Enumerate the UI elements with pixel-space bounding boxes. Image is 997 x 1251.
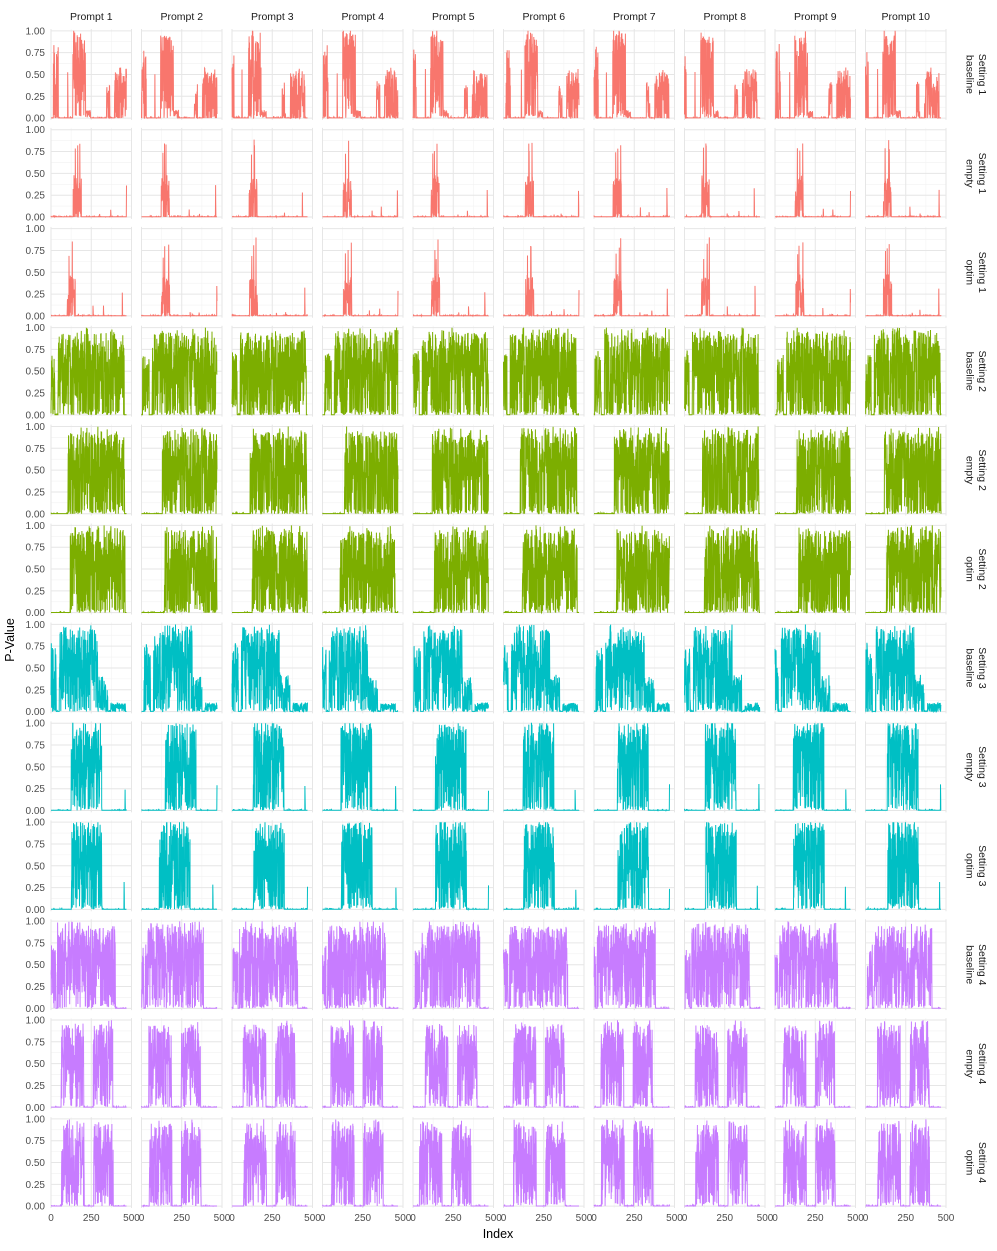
y-tick-label: 1.00 (25, 817, 45, 829)
panel-r3-c5 (413, 227, 494, 318)
panel-r11-c4 (323, 1018, 404, 1109)
y-tick-label: 0.50 (25, 762, 45, 774)
panel-r5-c7 (594, 425, 675, 516)
panel-r1-c5 (413, 29, 494, 120)
x-tick-label: 0 (772, 1213, 778, 1224)
y-tick-label: 1.00 (25, 421, 45, 433)
x-tick-label: 250 (263, 1213, 281, 1224)
panel-r12-c8 (685, 1117, 766, 1208)
x-tick-label: 250 (82, 1213, 100, 1224)
y-tick-label: 0.00 (25, 113, 45, 125)
panel-r7-c2 (142, 623, 223, 714)
panel-r3-c7 (594, 227, 675, 318)
x-tick-label: 500 (666, 1213, 683, 1224)
panel-r4-c3 (232, 326, 313, 417)
panel-r12-c4 (323, 1117, 404, 1208)
panel-r4-c10 (866, 326, 947, 417)
y-tick-label: 0.50 (25, 465, 45, 477)
y-tick-label: 0.00 (25, 311, 45, 323)
panel-r6-c2 (142, 524, 223, 615)
x-tick-label: 0 (681, 1213, 688, 1224)
panel-r8-c7 (594, 721, 675, 812)
y-tick-label: 1.00 (25, 224, 45, 236)
column-strip-label: Prompt 2 (160, 11, 204, 23)
panel-r8-c8 (685, 721, 766, 812)
y-tick-label: 1.00 (25, 323, 45, 335)
y-tick-label: 0.75 (25, 147, 45, 159)
series-line (594, 328, 670, 415)
y-tick-label: 0.50 (25, 69, 45, 81)
panel-r10-c9 (775, 919, 856, 1010)
y-tick-label: 1.00 (25, 1015, 45, 1027)
column-strip-label: Prompt 8 (703, 11, 747, 23)
row-strip-label: Setting 3baseline (963, 647, 989, 689)
panel-r9-c2 (142, 820, 223, 911)
y-tick-label: 0.25 (25, 586, 45, 598)
y-tick-label: 0.25 (25, 487, 45, 499)
row-strip-label: Setting 2empty (963, 449, 989, 491)
panel-r2-c3 (232, 128, 313, 219)
panel-r2-c5 (413, 128, 494, 219)
panel-r12-c1 (51, 1117, 132, 1208)
x-tick-label: 500 (847, 1213, 864, 1224)
x-tick-label: 500 (485, 1213, 502, 1224)
row-strip-label: Setting 4empty (963, 1042, 989, 1085)
panel-r11-c5 (413, 1018, 494, 1109)
y-tick-label: 0.00 (25, 212, 45, 224)
column-strip-label: Prompt 1 (69, 11, 113, 23)
y-tick-label: 0.75 (25, 839, 45, 851)
panel-r12-c7 (594, 1117, 675, 1208)
panel-r2-c7 (594, 128, 675, 219)
panel-r3-c4 (323, 227, 404, 318)
y-tick-label: 0.75 (25, 641, 45, 653)
panel-r12-c10 (866, 1117, 947, 1208)
y-tick-label: 0.25 (25, 883, 45, 895)
panel-r4-c4 (323, 326, 404, 417)
panel-r10-c3 (232, 919, 313, 1010)
panel-r11-c3 (232, 1018, 313, 1109)
y-tick-label: 0.25 (25, 1080, 45, 1092)
panel-r10-c10 (866, 919, 947, 1010)
y-tick-label: 0.75 (25, 542, 45, 554)
y-tick-label: 1.00 (25, 1114, 45, 1126)
panel-r6-c4 (323, 524, 404, 615)
x-tick-label: 250 (173, 1213, 191, 1224)
column-strip-label: Prompt 3 (250, 11, 294, 23)
y-tick-label: 0.00 (25, 707, 45, 719)
x-tick-label: 250 (716, 1213, 734, 1224)
panel-r5-c1 (51, 425, 132, 516)
x-tick-label: 500 (123, 1213, 140, 1224)
panel-r7-c10 (866, 623, 947, 714)
panel-r8-c6 (504, 721, 585, 812)
column-strip-label: Prompt 4 (341, 11, 385, 23)
panel-r8-c10 (866, 721, 947, 812)
panel-r1-c1 (51, 29, 132, 120)
y-tick-label: 0.75 (25, 740, 45, 752)
panel-r6-c3 (232, 524, 313, 615)
panel-r5-c5 (413, 425, 494, 516)
panel-r8-c3 (232, 721, 313, 812)
panel-r3-c6 (504, 227, 585, 318)
panel-r9-c7 (594, 820, 675, 911)
y-tick-label: 0.25 (25, 91, 45, 103)
x-tick-label: 0 (500, 1213, 507, 1224)
y-tick-label: 0.50 (25, 267, 45, 279)
panel-r11-c10 (866, 1018, 947, 1109)
row-strip-label: Setting 4baseline (963, 943, 989, 986)
panel-r9-c9 (775, 820, 856, 911)
x-tick-label: 250 (444, 1213, 462, 1224)
panel-r7-c8 (685, 623, 766, 714)
row-strip-label: Setting 1optim (963, 251, 989, 294)
panel-r6-c10 (866, 524, 947, 615)
row-strip-label: Setting 2optim (963, 548, 989, 590)
panel-r3-c2 (142, 227, 223, 318)
panel-r7-c4 (323, 623, 404, 714)
panel-r1-c7 (594, 29, 675, 120)
x-tick-label: 250 (625, 1213, 643, 1224)
panel-r12-c9 (775, 1117, 856, 1208)
x-tick-label: 0 (410, 1213, 416, 1224)
y-tick-label: 0.50 (25, 168, 45, 180)
y-tick-label: 0.00 (25, 1003, 45, 1015)
y-axis-title: P-Value (3, 618, 17, 662)
y-tick-label: 0.75 (25, 1136, 45, 1148)
series-line (51, 922, 127, 1009)
row-strip-label: Setting 3optim (963, 845, 989, 887)
y-tick-label: 0.25 (25, 190, 45, 202)
panel-r1-c4 (323, 29, 404, 120)
panel-r5-c4 (323, 425, 404, 516)
panel-r6-c9 (775, 524, 856, 615)
y-tick-label: 1.00 (25, 125, 45, 137)
panel-r6-c7 (594, 524, 675, 615)
y-tick-label: 0.50 (25, 366, 45, 378)
y-tick-label: 0.25 (25, 982, 45, 994)
panel-r5-c10 (866, 425, 947, 516)
y-tick-label: 1.00 (25, 916, 45, 928)
panel-r10-c7 (594, 919, 675, 1010)
panel-r9-c1 (51, 820, 132, 911)
x-tick-label: 500 (394, 1213, 412, 1224)
panel-r11-c9 (775, 1018, 856, 1109)
panel-r11-c2 (142, 1018, 223, 1109)
panel-r12-c5 (413, 1117, 494, 1208)
row-strip-label: Setting 2baseline (963, 350, 989, 392)
y-tick-label: 0.50 (25, 564, 45, 576)
panel-r1-c3 (232, 29, 313, 120)
panel-r4-c8 (685, 326, 766, 417)
panels-layer (51, 29, 946, 1208)
panel-r10-c8 (685, 919, 766, 1010)
panel-r6-c5 (413, 524, 494, 615)
panel-r7-c7 (594, 623, 675, 714)
y-tick-label: 0.50 (25, 960, 45, 972)
column-strip-label: Prompt 5 (431, 11, 475, 23)
panel-r3-c8 (685, 227, 766, 318)
y-tick-label: 0.50 (25, 1059, 45, 1071)
y-tick-label: 1.00 (25, 718, 45, 730)
x-tick-label: 500 (756, 1213, 774, 1224)
y-tick-label: 0.25 (25, 685, 45, 697)
y-tick-label: 1.00 (25, 520, 45, 532)
panel-r10-c5 (413, 919, 494, 1010)
panel-r4-c1 (51, 326, 132, 417)
panel-r6-c6 (504, 524, 585, 615)
y-tick-label: 0.25 (25, 784, 45, 796)
panel-r2-c8 (685, 128, 766, 219)
panel-r5-c8 (685, 425, 766, 516)
x-tick-label: 250 (806, 1213, 824, 1224)
panel-r7-c9 (775, 623, 856, 714)
panel-r3-c3 (232, 227, 313, 318)
panel-r3-c9 (775, 227, 856, 318)
y-tick-label: 0.25 (25, 388, 45, 400)
x-tick-label: 500 (304, 1213, 321, 1224)
y-tick-label: 0.00 (25, 608, 45, 620)
panel-r8-c4 (323, 721, 404, 812)
panel-r6-c8 (685, 524, 766, 615)
panel-r9-c4 (323, 820, 404, 911)
panel-r11-c6 (504, 1018, 585, 1109)
y-tick-label: 0.00 (25, 509, 45, 521)
y-tick-label: 0.75 (25, 443, 45, 455)
panel-r5-c2 (142, 425, 223, 516)
column-strip-label: Prompt 9 (793, 11, 837, 23)
panel-r1-c8 (685, 29, 766, 120)
x-tick-label: 0 (591, 1213, 597, 1224)
panel-r8-c1 (51, 721, 132, 812)
panel-r4-c6 (504, 326, 585, 417)
panel-r11-c1 (51, 1018, 132, 1109)
y-tick-label: 0.25 (25, 1179, 45, 1191)
panel-r7-c1 (51, 623, 132, 714)
panel-r10-c1 (51, 919, 132, 1010)
column-strip-label: Prompt 10 (881, 11, 930, 23)
y-tick-label: 0.00 (25, 806, 45, 818)
panel-r2-c4 (323, 128, 404, 219)
panel-r5-c9 (775, 425, 856, 516)
panel-r5-c3 (232, 425, 313, 516)
y-tick-label: 0.75 (25, 1037, 45, 1049)
panel-r12-c6 (504, 1117, 585, 1208)
panel-r9-c8 (685, 820, 766, 911)
row-strip-label: Setting 1baseline (963, 53, 989, 96)
panel-r1-c10 (866, 29, 947, 120)
panel-r3-c1 (51, 227, 132, 318)
y-tick-label: 1.00 (25, 26, 45, 38)
x-tick-label: 250 (897, 1213, 915, 1224)
row-strip-label: Setting 1empty (963, 152, 989, 195)
panel-r9-c6 (504, 820, 585, 911)
x-tick-label: 0 (48, 1213, 54, 1224)
column-strip-label: Prompt 6 (522, 11, 566, 23)
y-tick-label: 0.50 (25, 1158, 45, 1170)
panel-r2-c9 (775, 128, 856, 219)
panel-r2-c2 (142, 128, 223, 219)
panel-r11-c7 (594, 1018, 675, 1109)
y-tick-label: 0.00 (25, 1102, 45, 1114)
panel-r11-c8 (685, 1018, 766, 1109)
panel-r9-c3 (232, 820, 313, 911)
x-tick-label: 0 (319, 1213, 326, 1224)
panel-r4-c2 (142, 326, 223, 417)
panel-r1-c9 (775, 29, 856, 120)
panel-r4-c5 (413, 326, 494, 417)
y-tick-label: 0.00 (25, 410, 45, 422)
row-strip-label: Setting 4optim (963, 1141, 989, 1184)
x-tick-label: 0 (229, 1213, 235, 1224)
y-tick-label: 0.25 (25, 289, 45, 301)
x-tick-label: 500 (575, 1213, 593, 1224)
y-tick-label: 0.75 (25, 938, 45, 950)
panel-r1-c6 (504, 29, 585, 120)
y-tick-label: 0.00 (25, 904, 45, 916)
panel-r10-c2 (142, 919, 223, 1010)
panel-r8-c5 (413, 721, 494, 812)
panel-r9-c5 (413, 820, 494, 911)
y-tick-label: 0.75 (25, 48, 45, 60)
x-tick-label: 500 (213, 1213, 231, 1224)
column-strip-label: Prompt 7 (612, 11, 656, 23)
x-tick-label: 0 (138, 1213, 145, 1224)
panel-r10-c6 (504, 919, 585, 1010)
panel-r2-c6 (504, 128, 585, 219)
panel-r12-c2 (142, 1117, 223, 1208)
panel-r4-c9 (775, 326, 856, 417)
x-axis-title: Index (482, 1227, 514, 1241)
panel-r12-c3 (232, 1117, 313, 1208)
y-tick-label: 0.75 (25, 344, 45, 356)
panel-r10-c4 (323, 919, 404, 1010)
panel-r7-c6 (504, 623, 585, 714)
panel-r7-c3 (232, 623, 313, 714)
panel-r3-c10 (866, 227, 947, 318)
y-tick-label: 0.50 (25, 861, 45, 873)
panel-r6-c1 (51, 524, 132, 615)
y-tick-label: 0.00 (25, 1201, 45, 1213)
panel-r8-c2 (142, 721, 223, 812)
panel-r9-c10 (866, 820, 947, 911)
panel-r5-c6 (504, 425, 585, 516)
x-tick-label: 500 (937, 1213, 955, 1224)
y-tick-label: 1.00 (25, 619, 45, 631)
panel-r1-c2 (142, 29, 223, 120)
x-tick-label: 0 (862, 1213, 869, 1224)
y-tick-label: 0.75 (25, 245, 45, 257)
panel-r8-c9 (775, 721, 856, 812)
panel-r7-c5 (413, 623, 494, 714)
panel-r4-c7 (594, 326, 675, 417)
x-tick-label: 250 (354, 1213, 372, 1224)
x-tick-label: 250 (535, 1213, 553, 1224)
y-tick-label: 0.50 (25, 663, 45, 675)
panel-r2-c10 (866, 128, 947, 219)
panel-r2-c1 (51, 128, 132, 219)
row-strip-label: Setting 3empty (963, 746, 989, 788)
